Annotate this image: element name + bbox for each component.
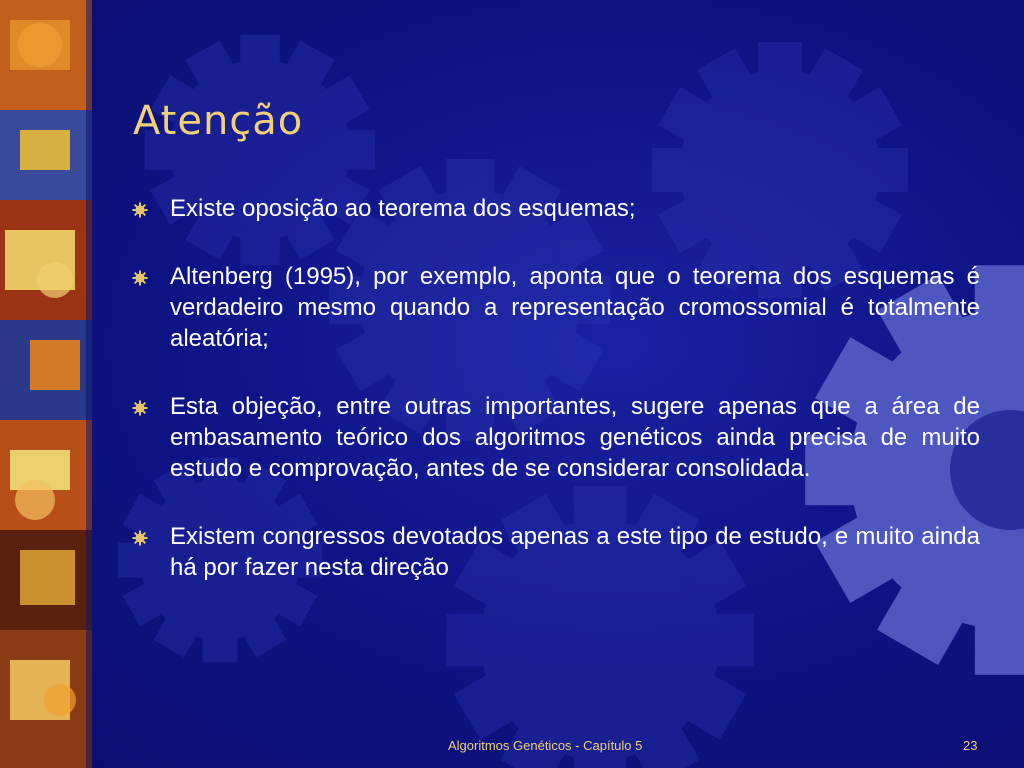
list-item [132, 391, 980, 484]
list-item [132, 193, 980, 224]
bullet-text: Existem congressos devotados apenas a este tipo de estudo, e muito ainda há por fazer nesta direção [170, 523, 980, 581]
bullet-text: Altenberg (1995), por exemplo, aponta que o teorema dos esquemas é verdadeiro mesmo quando a representação cromossomial é totalmente aleatória; [170, 263, 980, 352]
gear-bullet-icon [132, 202, 148, 218]
bullet-text: Esta objeção, entre outras importantes, sugere apenas que a área de embasamento teórico dos algoritmos genéticos ainda precisa de muito estudo e comprovação, antes de se considerar consolidada. [170, 393, 980, 482]
gear-bullet-icon [132, 270, 148, 286]
bullet-list [132, 193, 980, 620]
slide-footer: Algoritmos Genéticos - Capítulo 5 [448, 738, 643, 753]
list-item [132, 261, 980, 354]
list-item [132, 521, 980, 583]
bullet-text: Existe oposição ao teorema dos esquemas; [170, 195, 636, 222]
decorative-left-strip [0, 0, 92, 768]
page-number: 23 [963, 738, 978, 753]
slide-title: Atenção [133, 98, 304, 144]
gear-bullet-icon [132, 530, 148, 546]
gear-bullet-icon [132, 400, 148, 416]
